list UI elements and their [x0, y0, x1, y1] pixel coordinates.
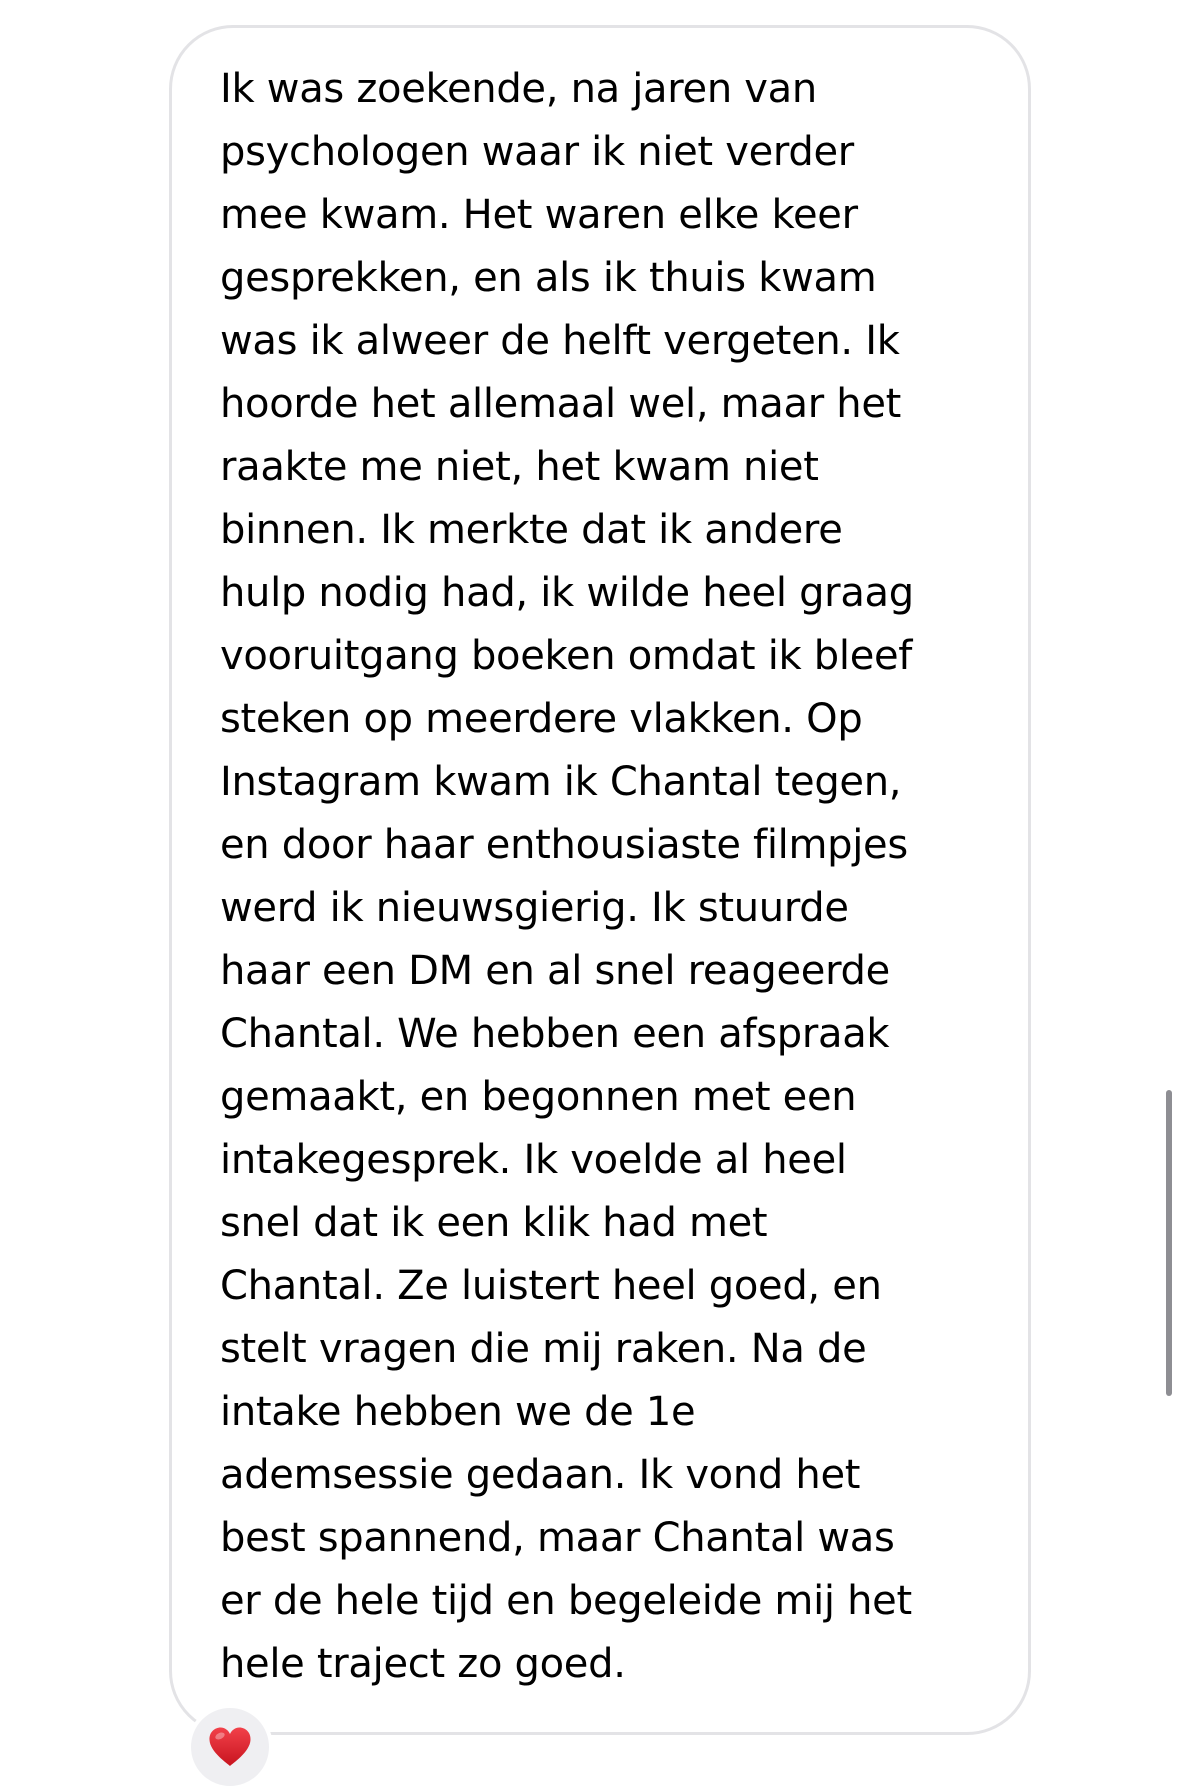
scrollbar[interactable] [1166, 1090, 1172, 1396]
message-text: Ik was zoekende, na jaren van psychologen waar ik niet verder mee kwam. Het waren elke keer gesprekken, en als ik thuis kwam was ik alweer de helft vergeten. Ik hoorde het allemaal wel, maar het raakte me niet, het kwam niet binnen. Ik merkte dat ik andere hulp nodig had, ik wilde heel graag vooruitgang boeken omdat ik bleef steken op meerdere vlakken. Op Instagram kwam ik Chantal tegen, en door haar enthousiaste filmpjes werd ik nieuwsgierig. Ik stuurde haar een DM en al snel reageerde Chantal. We hebben een afspraak gemaakt, en begonnen met een intakegesprek. Ik voelde al heel snel dat ik een klik had met Chantal. Ze luistert heel goed, en stelt vragen die mij raken. Na de intake hebben we de 1e ademsessie gedaan. Ik vond het best spannend, maar Chantal was er de hele tijd en begeleide mij het hele traject zo goed. [220, 66, 914, 1687]
heart-icon [207, 1726, 253, 1768]
reaction-badge[interactable] [187, 1704, 273, 1790]
message-bubble[interactable] [169, 25, 1031, 1735]
